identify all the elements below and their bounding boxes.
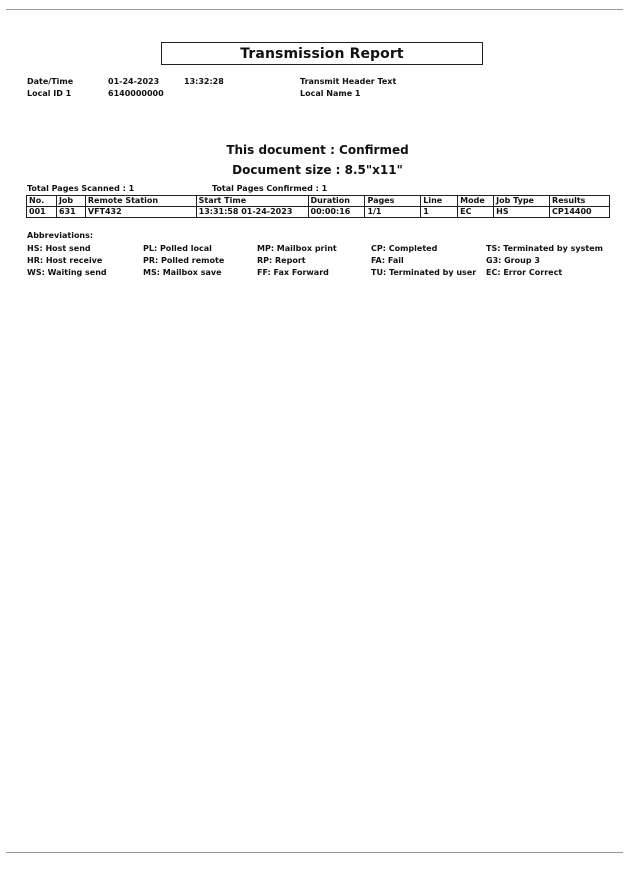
total-pages-confirmed: Total Pages Confirmed : 1 (212, 184, 328, 193)
local-name: Local Name 1 (300, 89, 361, 98)
column-header: Mode (458, 196, 494, 207)
cell-duration: 00:00:16 (308, 207, 365, 218)
datetime-label: Date/Time (27, 77, 74, 86)
transmission-table (26, 195, 610, 218)
abbreviations-column (27, 243, 107, 279)
abbreviation-item: HR: Host receive (27, 256, 103, 265)
abbreviation-item: HS: Host send (27, 244, 91, 253)
column-header: No. (27, 196, 57, 207)
abbreviation-item: G3: Group 3 (486, 256, 540, 265)
abbreviation-item: TU: Terminated by user (371, 268, 477, 277)
abbreviations-title: Abbreviations: (27, 231, 94, 240)
report-title (161, 42, 483, 65)
abbreviation-item: EC: Error Correct (486, 268, 563, 277)
document-size: Document size : 8.5"x11" (232, 163, 403, 177)
abbreviation-item: CP: Completed (371, 244, 438, 253)
abbreviation-item: TS: Terminated by system (486, 244, 603, 253)
bottom-scan-edge (6, 852, 623, 853)
column-header: Duration (308, 196, 365, 207)
cell-no: 001 (27, 207, 57, 218)
abbreviation-item: RP: Report (257, 256, 306, 265)
abbreviation-item: FF: Fax Forward (257, 268, 329, 277)
total-pages-scanned: Total Pages Scanned : 1 (27, 184, 135, 193)
abbreviation-item: MP: Mailbox print (257, 244, 337, 253)
cell-start-time: 13:31:58 01-24-2023 (196, 207, 308, 218)
column-header: Pages (365, 196, 421, 207)
abbreviation-item: FA: Fail (371, 256, 404, 265)
date-value: 01-24-2023 (108, 77, 160, 86)
abbreviations-column (371, 243, 476, 279)
local-id-value: 6140000000 (108, 89, 164, 98)
column-header: Remote Station (85, 196, 196, 207)
abbreviation-item: MS: Mailbox save (143, 268, 222, 277)
cell-job: 631 (56, 207, 85, 218)
abbreviations-column (486, 243, 603, 279)
cell-remote-station: VFT432 (85, 207, 196, 218)
abbreviation-item: PL: Polled local (143, 244, 212, 253)
column-header: Job (56, 196, 85, 207)
cell-mode: EC (458, 207, 494, 218)
document-status: This document : Confirmed (226, 143, 409, 157)
local-id-label: Local ID 1 (27, 89, 72, 98)
cell-pages: 1/1 (365, 207, 421, 218)
cell-line: 1 (421, 207, 458, 218)
column-header: Start Time (196, 196, 308, 207)
abbreviations-column (143, 243, 224, 279)
column-header: Job Type (494, 196, 550, 207)
transmit-header-text: Transmit Header Text (300, 77, 397, 86)
cell-results: CP14400 (550, 207, 610, 218)
column-header: Line (421, 196, 458, 207)
top-scan-edge (6, 9, 623, 10)
report-title-text: Transmission Report (240, 45, 404, 62)
cell-job-type: HS (494, 207, 550, 218)
table-row (27, 207, 610, 218)
abbreviation-item: PR: Polled remote (143, 256, 225, 265)
abbreviations-column (257, 243, 337, 279)
column-header: Results (550, 196, 610, 207)
table-header-row (27, 196, 610, 207)
time-value: 13:32:28 (184, 77, 224, 86)
abbreviation-item: WS: Waiting send (27, 268, 107, 277)
